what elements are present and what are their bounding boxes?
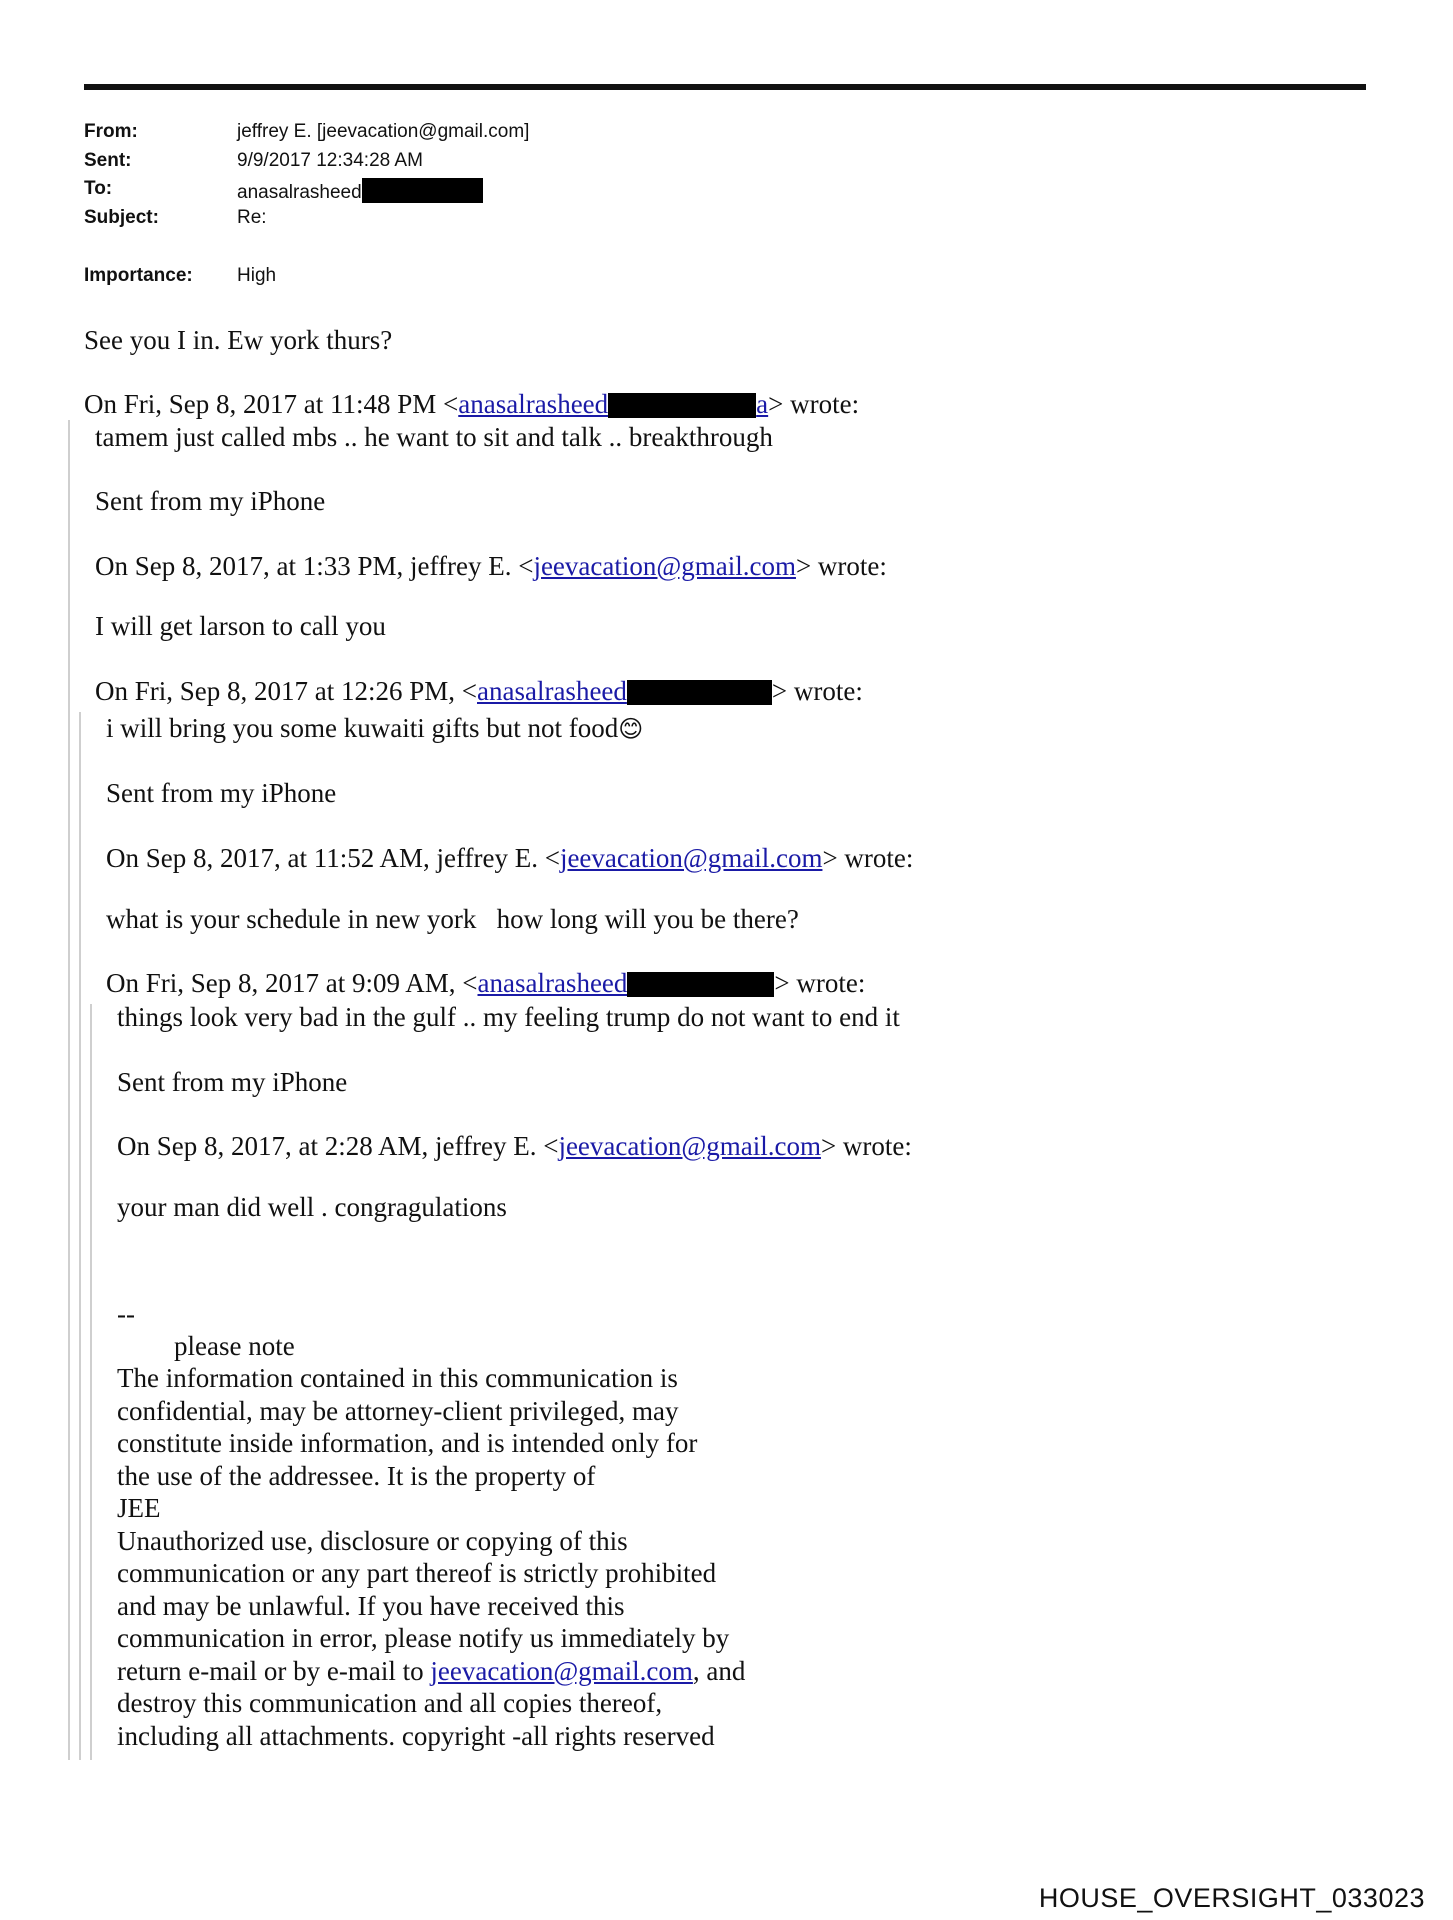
disclaimer-line: JEE (117, 1493, 161, 1523)
to-value-wrap (237, 178, 483, 204)
importance-label: Importance: (84, 265, 193, 286)
redaction-box (608, 393, 756, 418)
sent-value: 9/9/2017 12:34:28 AM (237, 150, 423, 171)
disclaimer-line: destroy this communication and all copies thereof, (117, 1688, 663, 1718)
email-link[interactable]: jeevacation@gmail.com (559, 843, 823, 873)
quote-text-6: your man did well . congragulations (117, 1192, 507, 1222)
attribution-text: On Fri, Sep 8, 2017 at 9:09 AM, < (106, 968, 478, 998)
quote-text-3 (106, 712, 643, 745)
attribution-suffix: > wrote: (774, 968, 866, 998)
attribution-suffix: > wrote: (795, 551, 887, 581)
reply-text: See you I in. Ew york thurs? (84, 325, 393, 355)
from-value: jeffrey E. [jeevacation@gmail.com] (237, 121, 530, 142)
top-rule (84, 84, 1366, 90)
disclaimer-line: communication or any part thereof is strictly prohibited (117, 1558, 717, 1588)
iphone-signature: Sent from my iPhone (95, 486, 326, 516)
quote-text: i will bring you some kuwaiti gifts but not food (106, 713, 619, 743)
quote-bar-level-2 (79, 712, 81, 1760)
signature-note: please note (174, 1331, 295, 1361)
quote-text-2: I will get larson to call you (95, 611, 386, 641)
quote-bar-level-1 (68, 420, 70, 1760)
redaction-box (627, 972, 774, 997)
quote-text-4: what is your schedule in new york how long will you be there? (106, 904, 799, 934)
iphone-signature: Sent from my iPhone (106, 778, 337, 808)
signature-dashes: -- (117, 1299, 135, 1329)
disclaimer-line: communication in error, please notify us immediately by (117, 1623, 730, 1653)
attribution-text: On Fri, Sep 8, 2017 at 12:26 PM, < (95, 676, 477, 706)
quote-text-1: tamem just called mbs .. he want to sit and talk .. breakthrough (95, 422, 773, 452)
from-label: From: (84, 121, 138, 142)
redaction-box (627, 680, 772, 705)
to-value: anasalrasheed (237, 182, 362, 203)
attribution-suffix: > wrote: (822, 843, 914, 873)
attribution-text: On Sep 8, 2017, at 1:33 PM, jeffrey E. < (95, 551, 534, 581)
redaction-box (362, 178, 483, 203)
sender-link-text: anasalrasheed (458, 389, 609, 419)
sent-label: Sent: (84, 150, 132, 171)
attribution-suffix: > wrote: (768, 389, 860, 419)
sender-link-tail: a (756, 389, 769, 419)
quote-attribution-5 (106, 967, 865, 999)
disclaimer-text: , and (692, 1655, 746, 1686)
quote-attribution-1 (84, 388, 859, 420)
importance-value: High (237, 265, 277, 286)
disclaimer-line: the use of the addressee. It is the property of (117, 1460, 596, 1491)
attribution-suffix: > wrote: (771, 676, 863, 706)
sender-link[interactable] (458, 389, 768, 419)
quote-attribution-3 (95, 675, 863, 707)
smile-emoji-icon: 😊 (618, 715, 644, 743)
subject-value: Re: (237, 207, 267, 228)
subject-label: Subject: (84, 207, 159, 228)
iphone-signature: Sent from my iPhone (117, 1067, 348, 1097)
attribution-suffix: > wrote: (820, 1131, 912, 1161)
attribution-text: On Fri, Sep 8, 2017 at 11:48 PM < (84, 389, 459, 419)
sender-link-text: anasalrasheed (477, 676, 627, 706)
quote-attribution-6 (117, 1130, 912, 1162)
sender-link-text: anasalrasheed (477, 968, 628, 998)
email-link[interactable]: jeevacation@gmail.com (533, 551, 796, 581)
disclaimer-line: including all attachments. copyright -all rights reserved (117, 1720, 715, 1751)
email-link[interactable]: jeevacation@gmail.com (558, 1131, 821, 1161)
quote-attribution-2 (95, 550, 887, 582)
to-label: To: (84, 178, 113, 199)
email-link[interactable]: jeevacation@gmail.com (430, 1655, 693, 1686)
disclaimer-line: constitute inside information, and is intended only for (117, 1428, 698, 1458)
quote-text-5: things look very bad in the gulf .. my feeling trump do not want to end it (117, 1002, 900, 1032)
sender-link[interactable] (477, 676, 772, 706)
attribution-text: On Sep 8, 2017, at 11:52 AM, jeffrey E. < (106, 843, 560, 873)
disclaimer-text: return e-mail or by e-mail to (117, 1655, 431, 1686)
attribution-text: On Sep 8, 2017, at 2:28 AM, jeffrey E. < (117, 1131, 559, 1161)
disclaimer-line: confidential, may be attorney-client privileged, may (117, 1395, 679, 1426)
bates-number: HOUSE_OVERSIGHT_033023 (1038, 1883, 1425, 1913)
quote-bar-level-3 (90, 1004, 92, 1760)
disclaimer-line: Unauthorized use, disclosure or copying of this (117, 1525, 628, 1556)
disclaimer-line-with-link (117, 1655, 745, 1687)
sender-link[interactable] (478, 968, 775, 998)
disclaimer-line: The information contained in this communication is (117, 1363, 678, 1393)
quote-attribution-4 (106, 842, 913, 874)
disclaimer-line: and may be unlawful. If you have received this (117, 1590, 625, 1621)
